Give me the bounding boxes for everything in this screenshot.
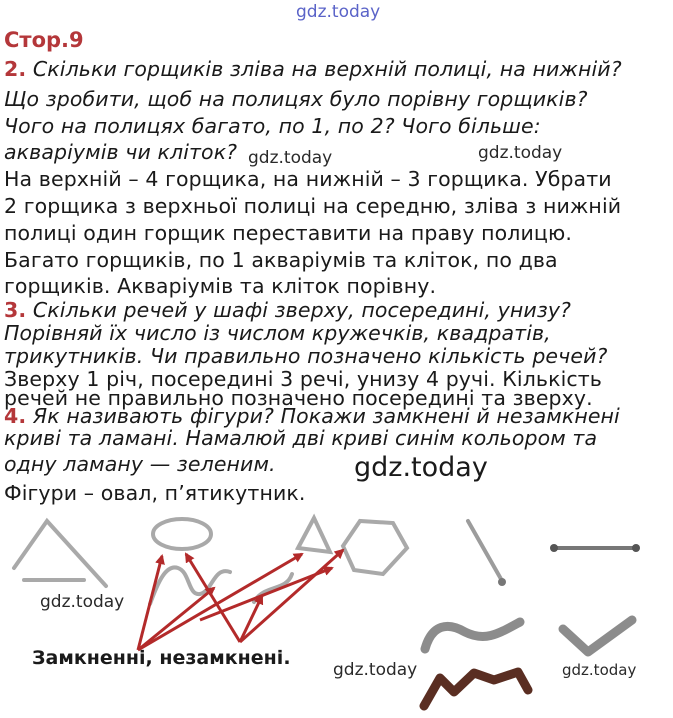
watermark: gdz.today	[248, 148, 333, 168]
task2-question-line3: Чого на полицях багато, по 1, по 2? Чого більше:	[4, 114, 541, 138]
drawn-broken-line-figure	[424, 672, 528, 706]
task3-question-line2: Порівняй їх число із числом кружечків, квадратів,	[4, 321, 551, 345]
page-heading: Стор.9	[4, 28, 84, 52]
task2-question-line4: акваріумів чи кліток?	[4, 140, 238, 164]
watermark: gdz.today	[333, 660, 418, 680]
task3-question-line3: трикутників. Чи правильно позначено кількість речей?	[4, 344, 608, 368]
task4-question-line2: криві та ламані. Намалюй дві криві синім кольором та	[4, 426, 598, 450]
task2-answer-line1: На верхній – 4 горщика, на нижній – 3 горщика. Убрати	[4, 167, 612, 191]
task4-number: 4.	[4, 404, 27, 428]
closed-open-label: Замкненні, незамкнені.	[32, 647, 291, 669]
task3-answer-line1: Зверху 1 річ, посередині 3 речі, унизу 4 ручі. Кількість	[4, 367, 602, 391]
watermark: gdz.today	[40, 592, 125, 612]
task3-answer-line2: речей не правильно позначено посередині та зверху.	[4, 386, 593, 410]
task4-question-line1: 4. Як називають фігури? Покажи замкнені й незамкнені	[4, 404, 620, 428]
pointer-arrows	[138, 550, 343, 650]
watermark-large: gdz.today	[354, 452, 488, 483]
task4-question-line3: одну ламану — зеленим.	[4, 452, 276, 476]
triangle-figure	[298, 518, 330, 552]
task2-answer-line2: 2 горщика з верхньої полиці на середню, зліва з нижній	[4, 194, 622, 218]
task2-question-line1: 2. Скільки горщиків зліва на верхній полиці, на нижній?	[4, 57, 622, 81]
segment-figure	[468, 521, 506, 586]
watermark: gdz.today	[562, 661, 637, 679]
task4-answer-line1: Фігури – овал, п’ятикутник.	[4, 481, 306, 505]
task3-number: 3.	[4, 298, 27, 322]
pentagon-figure	[343, 521, 407, 574]
open-triangle-figure	[14, 521, 106, 586]
open-curve-figure	[150, 567, 230, 604]
drawn-v-line-figure	[563, 620, 632, 652]
oval-figure	[153, 519, 211, 549]
task2-answer-line5: горщиків. Акваріумів та кліток порівну.	[4, 274, 437, 298]
watermark: gdz.today	[478, 143, 563, 163]
task2-answer-line4: Багато горщиків, по 1 акваріумів та кліток, по два	[4, 248, 558, 272]
task3-question-line1: 3. Скільки речей у шафі зверху, посередині, унизу?	[4, 298, 572, 322]
drawn-curve-figure	[425, 622, 520, 649]
horizontal-segment-figure	[550, 544, 640, 552]
task2-number: 2.	[4, 57, 27, 81]
task2-answer-line3: полиці один горщик переставити на праву полицю.	[4, 221, 572, 245]
watermark-top: gdz.today	[296, 2, 381, 22]
task2-question-line2: Що зробити, щоб на полицях було порівну горщиків?	[4, 87, 588, 111]
